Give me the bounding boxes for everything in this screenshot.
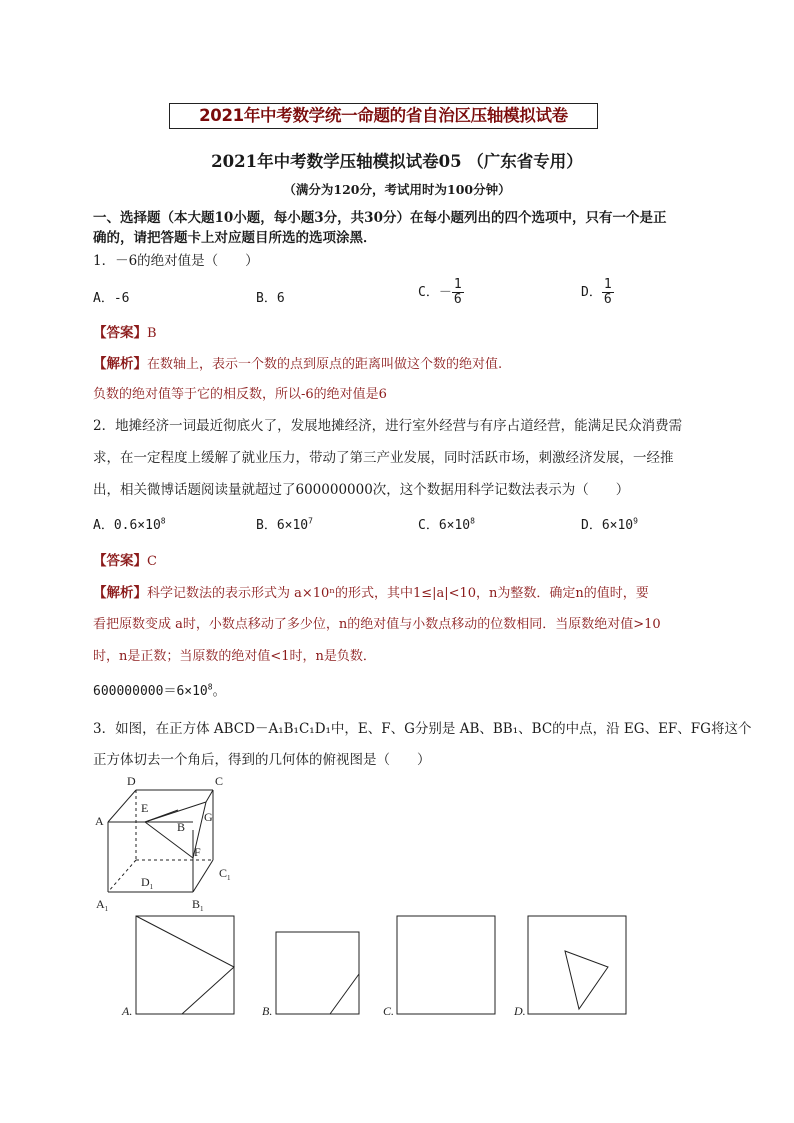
view-label-d: D. (514, 1004, 526, 1018)
q1-option-c-fraction (452, 278, 464, 307)
q2-option-d (581, 514, 638, 533)
q2-stem-line3: 出，相关微博话题阅读量就超过了600000000次，这个数据用科学记数法表示为（ ） (93, 482, 630, 498)
option-label: B． (256, 518, 277, 533)
view-a-cut (136, 916, 234, 1014)
option-base: 6×10 (438, 518, 471, 533)
letter: A (96, 897, 105, 911)
q1-option-a: A．-6 (93, 291, 130, 306)
q2-analysis-line2: 看把原数变成 a时，小数点移动了多少位，n的绝对值与小数点移动的位数相同．当原数绝对值>10 (93, 617, 661, 632)
subscript: 1 (200, 905, 204, 913)
q1-option-b: B．6 (256, 291, 285, 306)
view-label-c: C. (383, 1004, 395, 1018)
label-A: A (95, 814, 104, 828)
answer-label: 【答案】 (93, 325, 147, 341)
label-C: C (215, 774, 224, 788)
q1-analysis (93, 352, 502, 372)
subscript: 1 (227, 874, 231, 882)
option-base: 6×10 (601, 518, 634, 533)
analysis-text: 在数轴上，表示一个数的点到原点的距离叫做这个数的绝对值. (147, 357, 503, 372)
series-banner: 2021年中考数学统一命题的省自治区压轴模拟试卷 (169, 103, 598, 129)
subscript: 1 (104, 905, 109, 913)
option-label: A． (93, 518, 114, 533)
edge-AD (108, 790, 136, 822)
option-exponent: 9 (633, 516, 638, 526)
analysis-text: 科学记数法的表示形式为 a×10ⁿ的形式，其中1≤|a|<10，n为整数．确定n的值时，要 (147, 586, 649, 601)
q2-option-b (256, 514, 313, 533)
view-c-square (397, 916, 495, 1014)
label-G: G (204, 810, 213, 824)
analysis-label: 【解析】 (93, 356, 147, 372)
edge-B1C1 (193, 860, 213, 892)
q1-analysis-line2: 负数的绝对值等于它的相反数，所以-6的绝对值是6 (93, 387, 387, 402)
q1-option-c-prefix: C．－ (418, 285, 452, 300)
view-label-a: A. (122, 1004, 133, 1018)
edge-EF (145, 822, 193, 858)
option-exponent: 8 (160, 516, 166, 526)
q1-option-d-fraction (602, 278, 614, 307)
q3-option-views (118, 912, 678, 1020)
answer-value: C (147, 554, 157, 569)
letter: C (219, 866, 228, 880)
q1-option-c (418, 278, 464, 307)
view-a-square (136, 916, 234, 1014)
option-base: 0.6×10 (113, 518, 161, 533)
q1-answer (93, 321, 157, 341)
answer-label: 【答案】 (93, 553, 147, 569)
edge-CB-upper (206, 790, 213, 802)
label-C1 (219, 866, 231, 882)
q2-stem-line1: 2．地摊经济一词最近彻底火了，发展地摊经济，进行室外经营与有序占道经营，能满足民众消费需 (93, 418, 683, 434)
view-b-square (276, 932, 359, 1014)
label-D1 (141, 875, 154, 891)
option-label: D． (581, 518, 602, 533)
view-label-b: B. (262, 1004, 273, 1018)
letter: D (141, 875, 150, 889)
fraction-numerator: 1 (603, 277, 612, 292)
section-heading-line2: 确的，请把答题卡上对应题目所选的选项涂黑． (93, 230, 377, 246)
q2-option-a (93, 514, 166, 533)
fraction-denominator: 6 (603, 292, 612, 307)
q1-option-d-prefix: D． (581, 285, 602, 300)
option-label: C． (418, 518, 439, 533)
label-D: D (127, 774, 136, 788)
option-exponent: 7 (308, 516, 313, 526)
section-heading-line1: 一、选择题（本大题10小题，每小题3分，共30分）在每小题列出的四个选项中，只有一个是正 (93, 210, 667, 226)
edge-EB (145, 810, 178, 822)
option-exponent: 8 (470, 516, 475, 526)
q2-analysis (93, 581, 649, 601)
label-F: F (194, 845, 201, 859)
q2-answer (93, 549, 157, 569)
option-base: 6×10 (276, 518, 309, 533)
fraction-numerator: 1 (453, 277, 462, 292)
page-title: 2021年中考数学压轴模拟试卷05 （广东省专用） (211, 152, 583, 171)
label-B: B (177, 820, 186, 834)
letter: B (192, 897, 201, 911)
q2-option-c (418, 514, 475, 533)
q2-result (93, 680, 226, 699)
result-exponent: 8 (207, 682, 213, 692)
hidden-edge-D1A1 (108, 860, 136, 892)
q1-option-d (581, 278, 614, 307)
result-base: 600000000＝6×10 (93, 684, 208, 699)
label-A1 (96, 897, 109, 913)
q2-analysis-line3: 时，n是正数；当原数的绝对值<1时，n是负数． (93, 649, 376, 664)
q3-stem-line1: 3．如图，在正方体 ABCD－A₁B₁C₁D₁中，E、F、G分别是 AB、BB₁、BC的中点，沿 EG、EF、FG将这个 (93, 721, 752, 737)
q2-stem-line2: 求，在一定程度上缓解了就业压力，带动了第三产业发展，同时活跃市场，刺激经济发展，一经推 (93, 450, 674, 466)
label-B1 (192, 897, 204, 913)
cube-figure (88, 770, 248, 916)
label-E: E (141, 801, 149, 815)
fraction-denominator: 6 (453, 292, 462, 307)
result-end: 。 (212, 684, 226, 699)
analysis-label: 【解析】 (93, 585, 147, 601)
answer-value: B (147, 326, 157, 341)
q1-stem: 1．－6的绝对值是（ ） (93, 253, 259, 269)
subscript: 1 (149, 883, 154, 891)
view-d-triangle (565, 951, 608, 1009)
q3-stem-line2: 正方体切去一个角后，得到的几何体的俯视图是（ ） (93, 752, 431, 768)
exam-info: （满分为120分，考试用时为100分钟） (283, 182, 511, 197)
view-b-cut (330, 974, 359, 1014)
